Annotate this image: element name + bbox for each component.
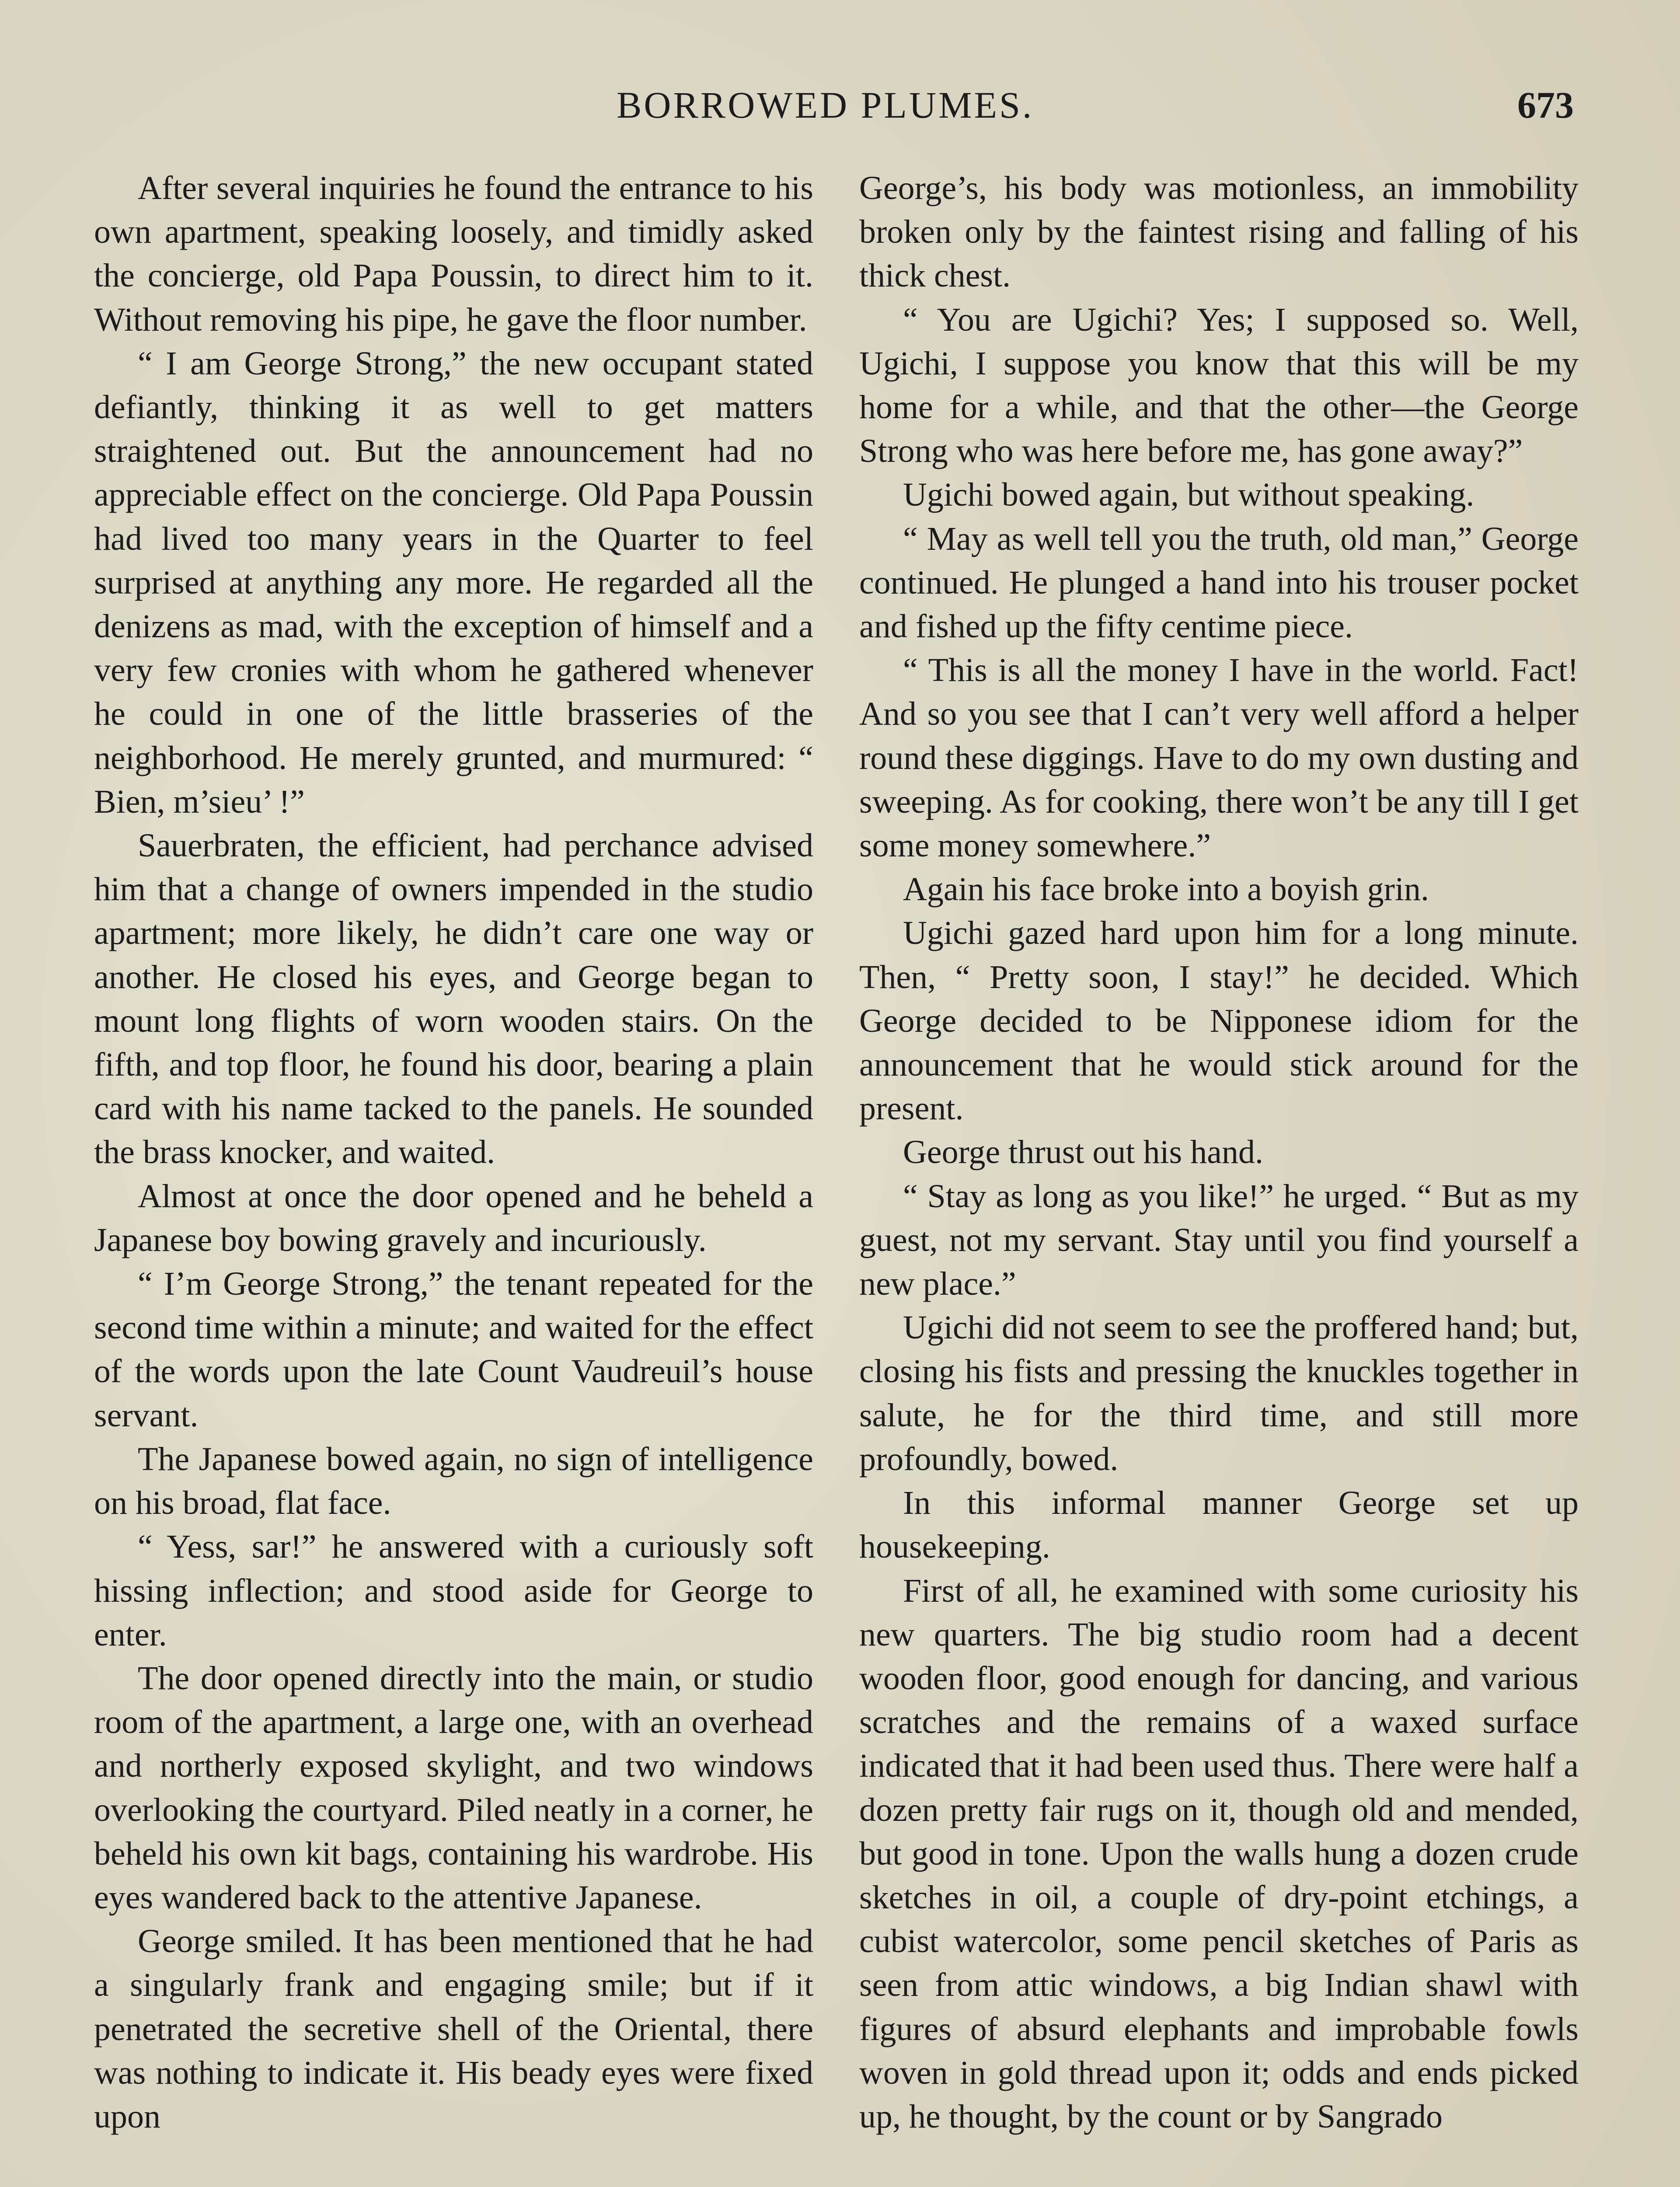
page-number: 673 — [1517, 84, 1574, 126]
page-header — [0, 83, 1680, 140]
paragraph-continued: George’s, his body was motionless, an immobility broken only by the faintest rising and falling of his thick chest. — [859, 170, 1579, 294]
running-head: BORROWED PLUMES. — [617, 84, 1034, 126]
paragraph: “ Yess, sar!” he answered with a curiously soft hissing inflection; and stood aside for George to enter. — [94, 1528, 813, 1653]
paragraph: “ This is all the money I have in the world. Fact! And so you see that I can’t very well afford a helper round these diggings. Have to do my own dusting and sweeping. As for cooking, there won’t be any till I get some money somewhere.” — [859, 652, 1579, 864]
paragraph: Ugichi bowed again, but without speaking. — [903, 476, 1474, 514]
paragraph: Ugichi did not seem to see the proffered hand; but, closing his fists and pressing the knuckles together in salute, he for the third time, and still more profoundly, bowed. — [859, 1309, 1579, 1478]
left-column — [94, 166, 813, 2138]
paragraph: First of all, he examined with some curiosity his new quarters. The big studio room had a decent wooden floor, good enough for dancing, and various scratches and the remains of a waxed surface indicated that it had been used thus. There were half a dozen pretty fair rugs on it, though old and mended, but good in tone. Upon the walls hung a dozen crude sketches in oil, a couple of dry-point etchings, a cubist watercolor, some pencil sketches of Paris as seen from attic windows, a big Indian shawl with figures of absurd elephants and improbable fowls woven in gold thread upon it; odds and ends picked up, he thought, by the count or by Sangrado — [859, 1572, 1579, 2135]
paragraph: The door opened directly into the main, or studio room of the apartment, a large one, with an overhead and northerly exposed skylight, and two windows overlooking the courtyard. Piled neatly in a corner, he beheld his own kit bags, containing his wardrobe. His eyes wandered back to the attentive Japanese. — [94, 1659, 813, 1916]
right-column — [859, 166, 1579, 2138]
paragraph: The Japanese bowed again, no sign of intelligence on his broad, flat face. — [94, 1440, 813, 1522]
paragraph: Almost at once the door opened and he beheld a Japanese boy bowing gravely and incuriously. — [94, 1177, 813, 1258]
paragraph: After several inquiries he found the entrance to his own apartment, speaking loosely, and timidly asked the concierge, old Papa Poussin, to direct him to it. Without removing his pipe, he gave the floor number. — [94, 170, 813, 338]
paragraph: George smiled. It has been mentioned that he had a singularly frank and engaging smile; but if it penetrated the secretive shell of the Oriental, there was nothing to indicate it. His beady eyes were fixed upon — [94, 1923, 813, 2135]
paragraph: George thrust out his hand. — [903, 1134, 1263, 1171]
paragraph: Sauerbraten, the efficient, had perchance advised him that a change of owners impended in the studio apartment; more likely, he didn’t care one way or another. He closed his eyes, and George began to mount long flights of worn wooden stairs. On the fifth, and top floor, he found his door, bearing a plain card with his name tacked to the panels. He sounded the brass knocker, and waited. — [94, 827, 813, 1171]
paragraph: “ May as well tell you the truth, old man,” George continued. He plunged a hand into his trouser pocket and fished up the fifty centime piece. — [859, 520, 1579, 645]
paragraph: “ I’m George Strong,” the tenant repeated for the second time within a minute; and waited for the effect of the words upon the late Count Vaudreuil’s house servant. — [94, 1265, 813, 1434]
paragraph: “ You are Ugichi? Yes; I supposed so. Well, Ugichi, I suppose you know that this will be my home for a while, and that the other—the George Strong who was here before me, has gone away?” — [859, 301, 1579, 470]
paragraph: Again his face broke into a boyish grin. — [903, 871, 1429, 908]
paragraph: In this informal manner George set up housekeeping. — [859, 1485, 1579, 1565]
paragraph: “ Stay as long as you like!” he urged. “ But as my guest, not my servant. Stay until you find yourself a new place.” — [859, 1177, 1579, 1303]
paragraph: Ugichi gazed hard upon him for a long minute. Then, “ Pretty soon, I stay!” he decided. Which George decided to be Nipponese idiom for the announcement that he would stick around for the present. — [859, 915, 1579, 1127]
paragraph: “ I am George Strong,” the new occupant stated defiantly, thinking it as well to get matters straightened out. But the announcement had no appreciable effect on the concierge. Old Papa Poussin had lived too many years in the Quarter to feel surprised at anything any more. He regarded all the denizens as mad, with the exception of himself and a very few cronies with whom he gathered whenever he could in one of the little brasseries of the neighborhood. He merely grunted, and murmured: “ Bien, m’sieu’ !” — [94, 345, 813, 820]
